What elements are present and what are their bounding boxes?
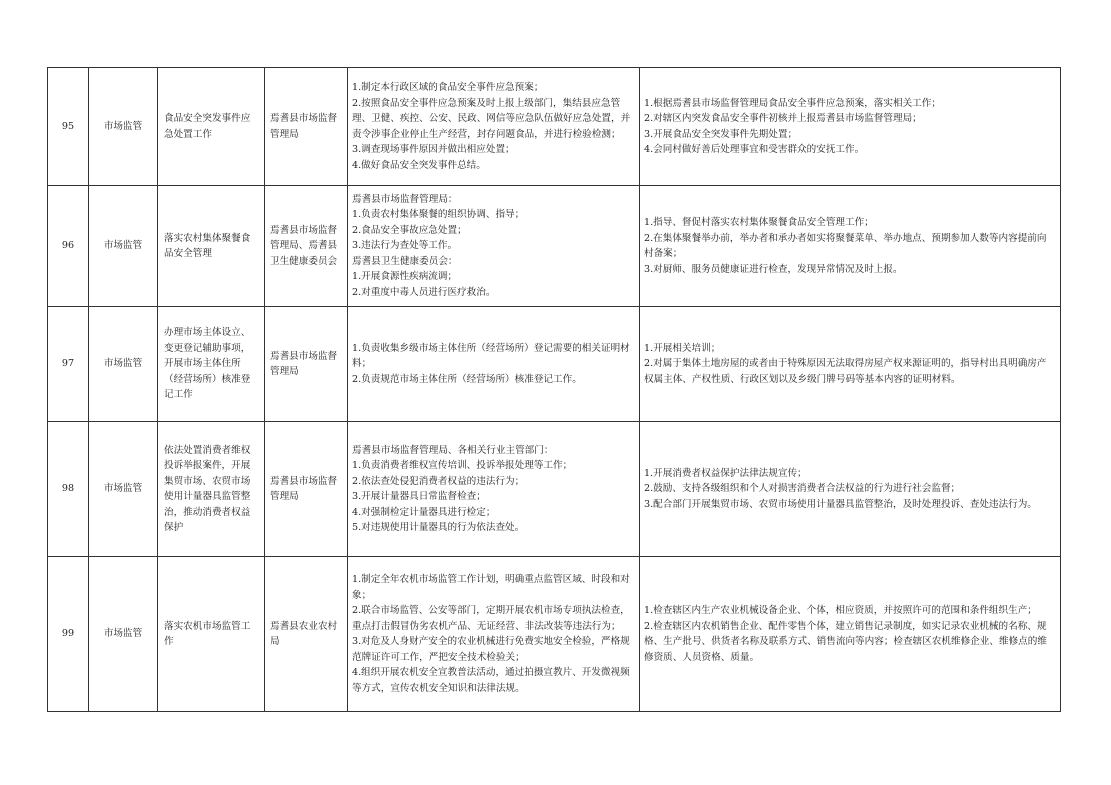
row-category: 市场监管: [89, 68, 158, 186]
township-duties-cell: [640, 422, 1061, 557]
row-title: 落实农机市场监管工作: [158, 557, 265, 712]
duty-line: 1.负责消费者维权宣传培训、投诉举报处理等工作；: [352, 460, 573, 471]
duty-line: 4.会同村做好善后处理事宜和受害群众的安抚工作。: [644, 144, 865, 155]
county-duties-cell: [348, 422, 640, 557]
duty-line: 1.开展相关培训；: [644, 342, 721, 354]
duty-line: 焉耆县市场监督管理局、各相关行业主管部门：: [352, 444, 554, 456]
duty-line: 3.开展计量器具日常监督检查；: [352, 491, 486, 502]
row-number: 97: [48, 307, 89, 422]
duty-line: 1.开展消费者权益保护法律法规宣传；: [644, 467, 807, 479]
row-title: 依法处置消费者维权投诉举报案件，开展集贸市场、农贸市场使用计量器具监管整治，推动消费者权益保护: [158, 422, 265, 557]
duty-line: 4.对强制检定计量器具进行检定；: [352, 506, 496, 518]
duty-line: 1.制定本行政区域的食品安全事件应急预案；: [352, 82, 544, 93]
row-category: 市场监管: [89, 557, 158, 712]
duty-line: 2.食品安全事故应急处置；: [352, 224, 467, 236]
duty-line: 3.对危及人身财产安全的农业机械进行免费实地安全检验，严格规范牌证许可工作，严把安全技术检验关；: [352, 636, 630, 663]
duty-line: 3.违法行为查处等工作。: [352, 240, 458, 252]
duty-line: 1.负责收集乡级市场主体住所（经营场所）登记需要的相关证明材料；: [352, 342, 630, 370]
duty-line: 2.对辖区内突发食品安全事件初核并上报焉耆县市场监督管理局；: [644, 113, 922, 124]
row-title: 办理市场主体设立、变更登记辅助事项，开展市场主体住所（经营场所）核准登记工作: [158, 307, 265, 422]
row-department: 焉耆县市场监督管理局: [265, 68, 348, 186]
row-title: 食品安全突发事件应急处置工作: [158, 68, 265, 186]
township-duties-cell: [640, 186, 1061, 307]
township-duties-cell: [640, 557, 1061, 712]
duty-line: 1.开展食源性疾病流调；: [352, 271, 458, 283]
row-number: 95: [48, 68, 89, 186]
county-duties-cell: [348, 186, 640, 307]
duty-line: 3.配合部门开展集贸市场、农贸市场使用计量器具监管整治，及时处理投诉、查处违法行为。: [644, 498, 1037, 510]
row-department: 焉耆县市场监督管理局、焉耆县卫生健康委员会: [265, 186, 348, 307]
table-row: [48, 422, 1061, 557]
duty-line: 2.按照食品安全事件应急预案及时上报上级部门，集结县应急管理、卫健、疾控、公安、民政、网信等应急队伍做好应急处置，并责令涉事企业停止生产经营，封存问题食品，并进行检验检测；: [352, 97, 631, 140]
township-duties-cell: [640, 307, 1061, 422]
township-duties-cell: [640, 68, 1061, 186]
county-duties-cell: [348, 307, 640, 422]
table-row: [48, 557, 1061, 712]
duty-line: 2.负责规范市场主体住所（经营场所）核准登记工作。: [352, 373, 582, 385]
county-duties-cell: [348, 557, 640, 712]
county-duties-cell: [348, 68, 640, 186]
row-category: 市场监管: [89, 186, 158, 307]
duty-line: 2.对重度中毒人员进行医疗救治。: [352, 286, 496, 298]
table-row: [48, 307, 1061, 422]
duty-line: 4.做好食品安全突发事件总结。: [352, 159, 486, 171]
row-department: 焉耆县市场监督管理局: [265, 307, 348, 422]
duty-line: 1.检查辖区内生产农业机械设备企业、个体，相应资质，并按照许可的范围和条件组织生产；: [644, 605, 1037, 616]
duty-line: 3.开展食品安全突发事件先期处置；: [644, 128, 798, 140]
row-number: 99: [48, 557, 89, 712]
duty-line: 2.鼓励、支持各级组织和个人对损害消费者合法权益的行为进行社会监督；: [644, 483, 961, 495]
row-number: 98: [48, 422, 89, 557]
table-body: [48, 68, 1061, 712]
responsibility-table: [47, 67, 1061, 712]
duty-line: 1.制定全年农机市场监管工作计划，明确重点监管区域、时段和对象；: [352, 574, 630, 601]
duty-line: 3.调查现场事件原因并做出相应处置；: [352, 144, 515, 155]
duty-line: 焉耆县市场监督管理局：: [352, 193, 458, 205]
row-title: 落实农村集体聚餐食品安全管理: [158, 186, 265, 307]
table-row: [48, 68, 1061, 186]
row-department: 焉耆县农业农村局: [265, 557, 348, 712]
duty-line: 焉耆县卫生健康委员会：: [352, 255, 458, 267]
table-row: [48, 186, 1061, 307]
duty-line: 4.组织开展农机安全宣教普法活动，通过拍摄宣教片、开发微视频等方式，宣传农机安全知识和法律法规。: [352, 667, 630, 694]
row-department: 焉耆县市场监督管理局: [265, 422, 348, 557]
duty-line: 2.在集体聚餐举办前，举办者和承办者如实将聚餐菜单、举办地点、预期参加人数等内容提前向村备案；: [644, 232, 1047, 259]
duty-line: 2.检查辖区内农机销售企业、配件零售个体，建立销售记录制度，如实记录农业机械的名称、规格、生产批号、供货者名称及联系方式、销售流向等内容；检查辖区农机维修企业、维修点的维修资质、人员资格、质量。: [644, 620, 1047, 663]
duty-line: 1.根据焉耆县市场监督管理局食品安全事件应急预案，落实相关工作；: [644, 97, 941, 109]
row-category: 市场监管: [89, 307, 158, 422]
row-category: 市场监管: [89, 422, 158, 557]
duty-line: 5.对违规使用计量器具的行为依法查处。: [352, 522, 525, 533]
duty-line: 2.联合市场监管、公安等部门，定期开展农机市场专项执法检查，重点打击假冒伪劣农机产品、无证经营、非法改装等违法行为；: [352, 605, 630, 632]
duty-line: 1.负责农村集体聚餐的组织协调、指导；: [352, 209, 525, 221]
duty-line: 2.对属于集体土地房屋的或者由于特殊原因无法取得房屋产权来源证明的，指导村出具明确房产权属主体、产权性质、行政区划以及乡级门牌号码等基本内容的证明材料。: [644, 358, 1047, 385]
duty-line: 1.指导、督促村落实农村集体聚餐食品安全管理工作；: [644, 217, 874, 228]
row-number: 96: [48, 186, 89, 307]
duty-line: 2.依法查处侵犯消费者权益的违法行为；: [352, 475, 525, 487]
duty-line: 3.对厨师、服务员健康证进行检查，发现异常情况及时上报。: [644, 263, 903, 275]
